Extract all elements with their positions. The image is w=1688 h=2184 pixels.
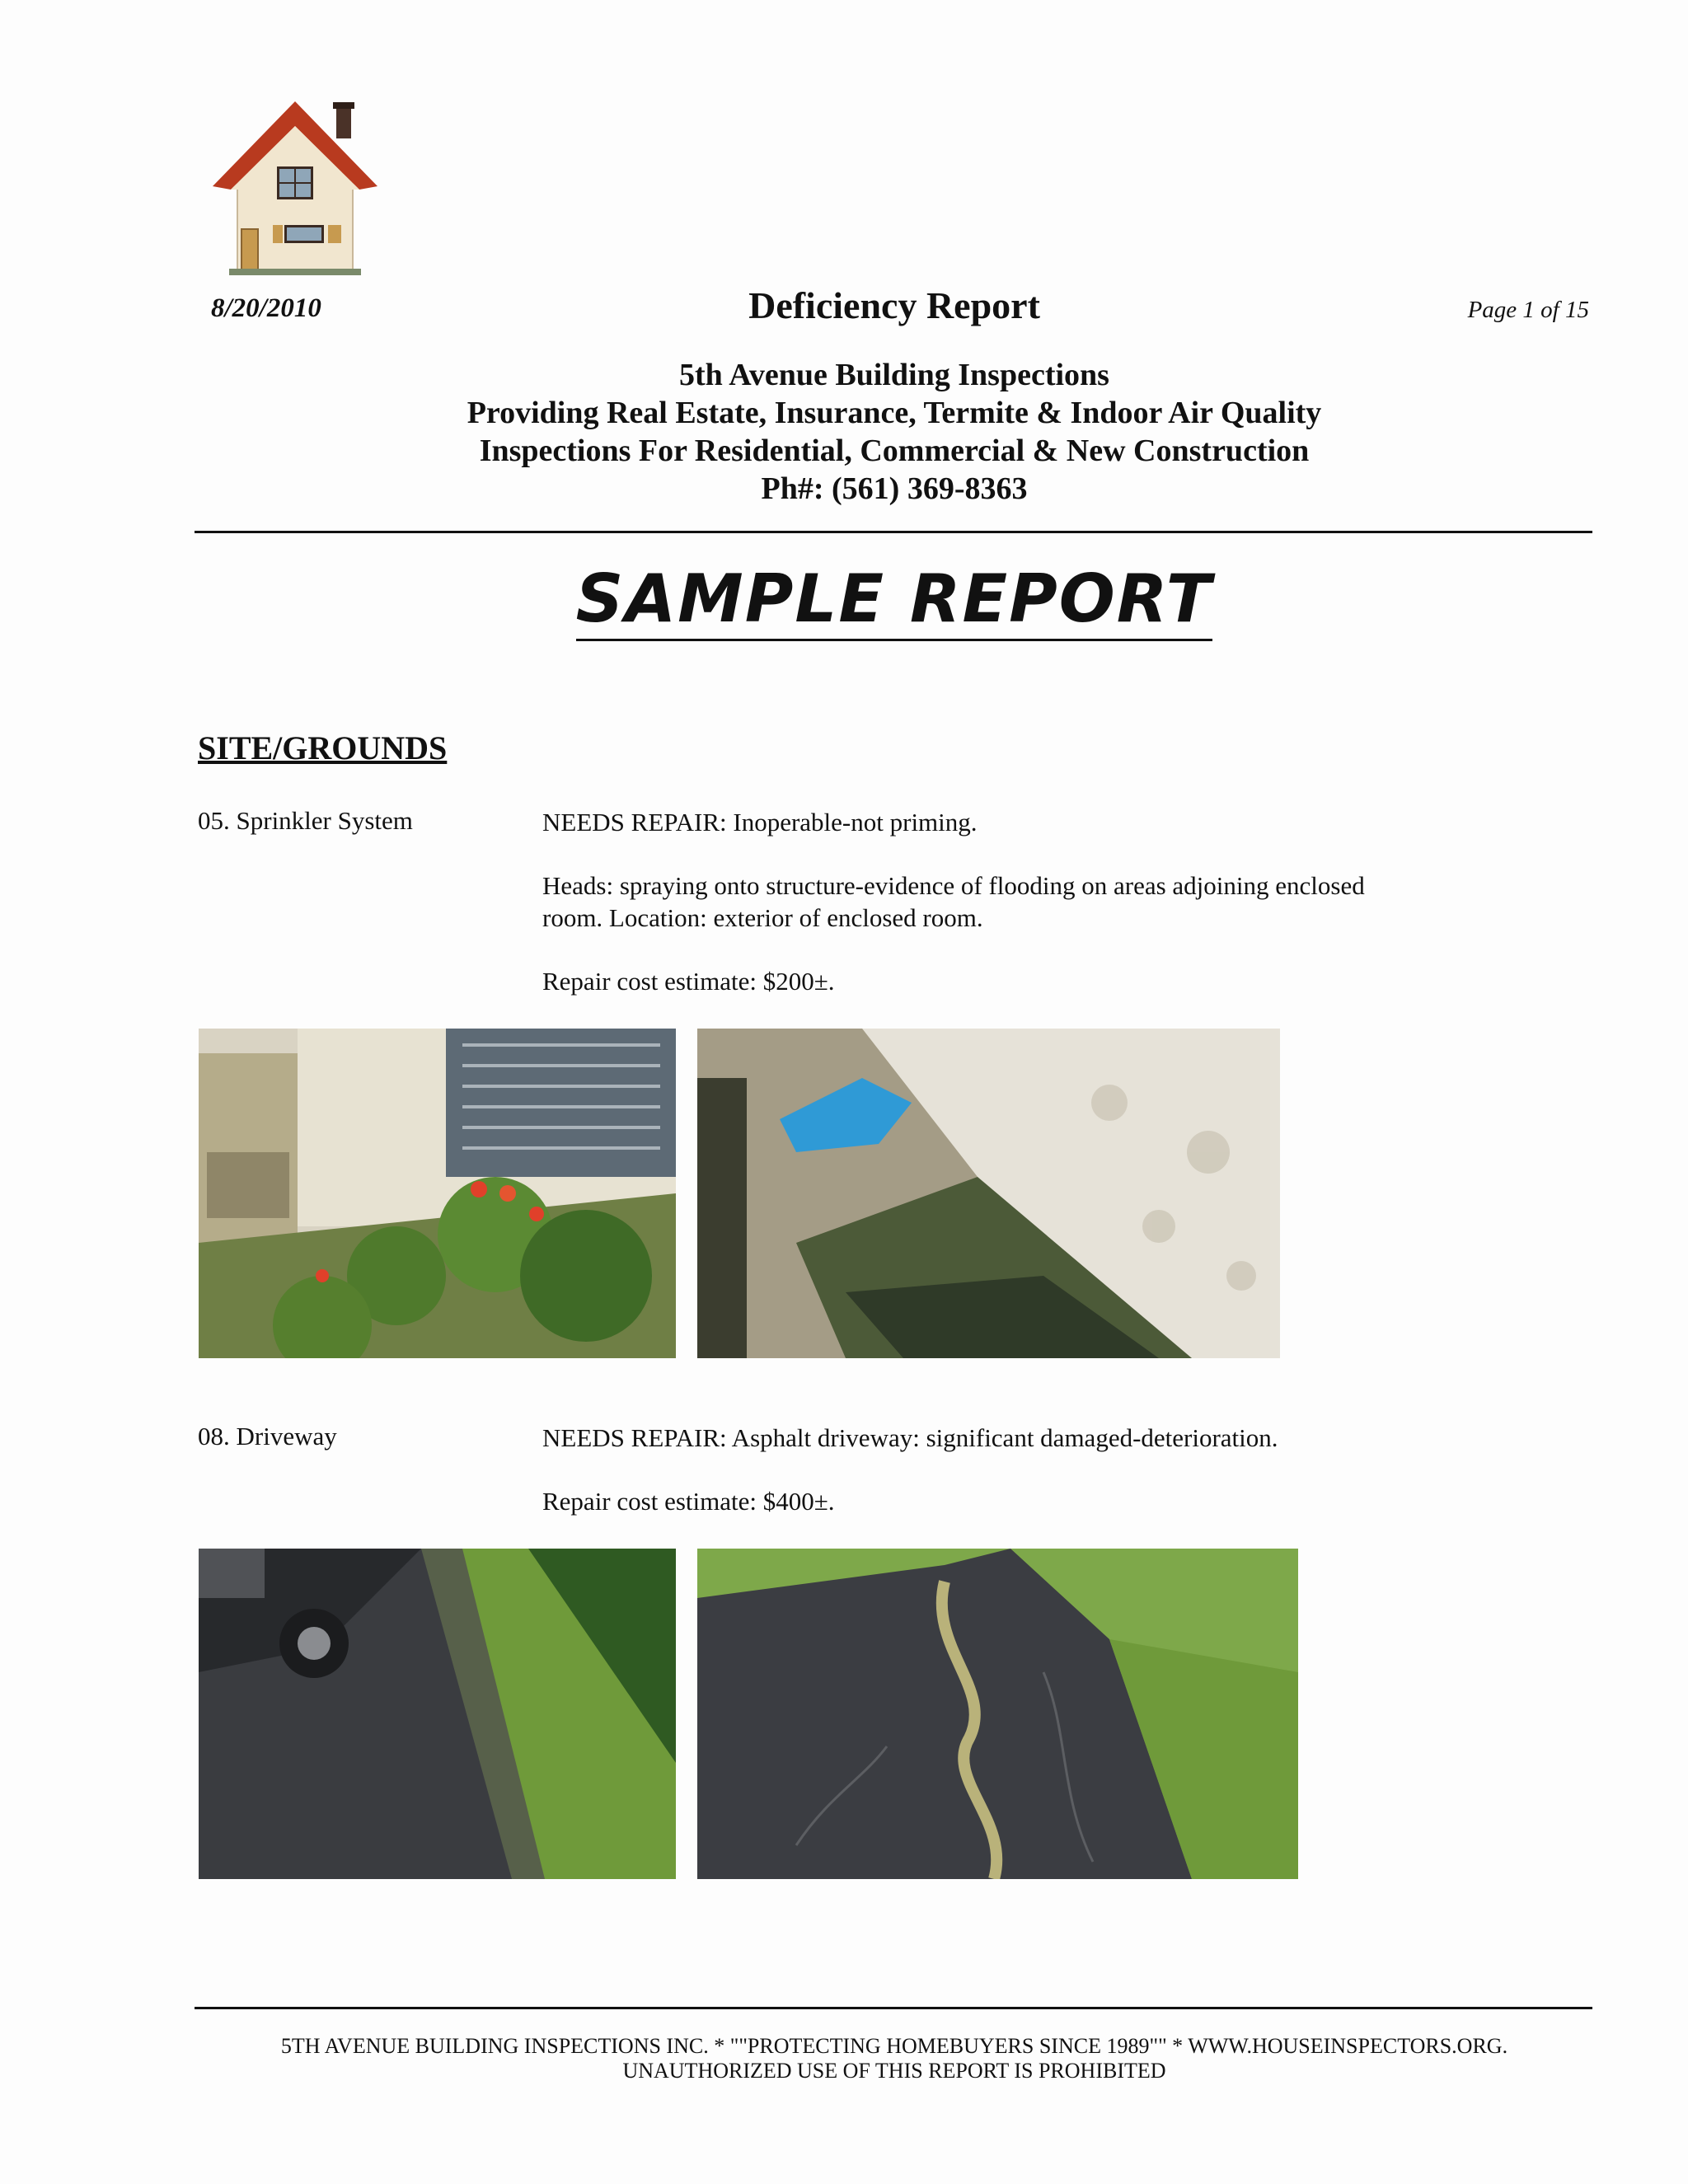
sample-report-banner [0,560,1688,637]
photo-sprinkler-flowerbed [199,1029,676,1358]
company-name: 5th Avenue Building Inspections [679,358,1109,392]
report-date: 8/20/2010 [211,293,321,323]
footer-divider [195,2007,1592,2009]
header-divider [195,531,1592,533]
company-logo [204,97,386,287]
footer-line-1: 5TH AVENUE BUILDING INSPECTIONS INC. * ""PROTECTING HOMEBUYERS SINCE 1989"" * WWW.HOUSEINSPECTORS.ORG. [280,2034,1508,2058]
house-icon [204,97,386,287]
page-number: Page 1 of 15 [1467,297,1589,323]
footer [0,2034,1688,2083]
item-cost-sprinkler: Repair cost estimate: $200±. [542,967,835,996]
company-tagline-2: Inspections For Residential, Commercial & New Construction [479,434,1310,468]
report-title: Deficiency Report [748,284,1040,326]
item-status-sprinkler: NEEDS REPAIR: Inoperable-not priming. [542,808,978,837]
item-status-driveway: NEEDS REPAIR: Asphalt driveway: significant damaged-deterioration. [542,1423,1278,1452]
company-tagline-1: Providing Real Estate, Insurance, Termite & Indoor Air Quality [467,396,1322,430]
item-detail-sprinkler: Heads: spraying onto structure-evidence of flooding on areas adjoining enclosed room. Location: exterior of enclosed room. [542,871,1365,932]
photo-driveway-edge [199,1549,676,1879]
sample-report-text: SAMPLE REPORT [576,560,1213,641]
item-cost-driveway: Repair cost estimate: $400±. [542,1487,835,1516]
item-label-driveway: 08. Driveway [198,1422,337,1451]
photo-driveway-cracks [697,1549,1298,1879]
photo-sprinkler-wall-flooding [697,1029,1280,1358]
company-info [0,356,1688,508]
section-heading: SITE/GROUNDS [198,729,448,766]
item-label-sprinkler: 05. Sprinkler System [198,806,413,835]
footer-line-2: UNAUTHORIZED USE OF THIS REPORT IS PROHIBITED [622,2059,1166,2083]
company-phone: Ph#: (561) 369-8363 [761,471,1028,506]
